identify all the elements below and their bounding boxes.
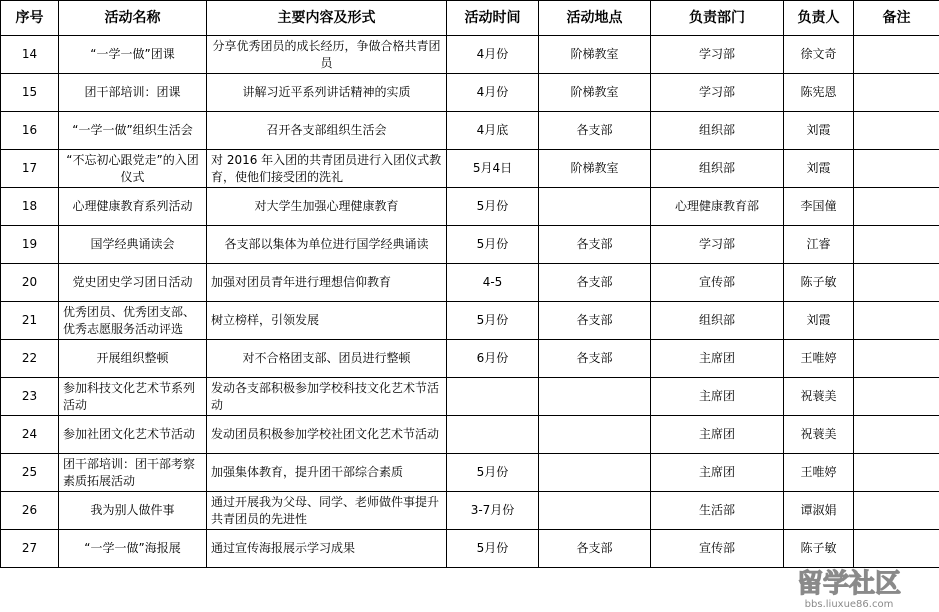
cell-name: 团干部培训：团课 (59, 74, 207, 112)
cell-dept: 学习部 (651, 74, 784, 112)
cell-content: 分享优秀团员的成长经历，争做合格共青团员 (207, 36, 447, 74)
cell-place: 阶梯教室 (539, 74, 651, 112)
cell-person: 江睿 (784, 226, 854, 264)
cell-name: “一学一做”海报展 (59, 530, 207, 568)
cell-place (539, 492, 651, 530)
cell-no: 22 (1, 340, 59, 378)
cell-person: 陈宪恩 (784, 74, 854, 112)
cell-content: 对 2016 年入团的共青团员进行入团仪式教育，使他们接受团的洗礼 (207, 150, 447, 188)
cell-place: 各支部 (539, 530, 651, 568)
cell-person: 刘霞 (784, 150, 854, 188)
table-row (1, 302, 939, 340)
cell-note (854, 226, 939, 264)
cell-name: 优秀团员、优秀团支部、优秀志愿服务活动评选 (59, 302, 207, 340)
cell-name: “不忘初心跟党走”的入团仪式 (59, 150, 207, 188)
table-row (1, 492, 939, 530)
cell-note (854, 492, 939, 530)
table-row (1, 416, 939, 454)
cell-dept: 主席团 (651, 340, 784, 378)
cell-note (854, 416, 939, 454)
cell-place (539, 454, 651, 492)
table-row (1, 150, 939, 188)
cell-note (854, 378, 939, 416)
cell-dept: 宣传部 (651, 264, 784, 302)
header-cell-dept: 负责部门 (651, 1, 784, 36)
cell-dept: 组织部 (651, 150, 784, 188)
table-row (1, 340, 939, 378)
cell-note (854, 530, 939, 568)
table-row (1, 378, 939, 416)
cell-time: 6月份 (447, 340, 539, 378)
cell-person: 陈子敏 (784, 264, 854, 302)
cell-content: 通过开展我为父母、同学、老师做件事提升共青团员的先进性 (207, 492, 447, 530)
cell-person: 刘霞 (784, 302, 854, 340)
cell-no: 20 (1, 264, 59, 302)
cell-place: 各支部 (539, 112, 651, 150)
cell-place (539, 188, 651, 226)
table-row (1, 188, 939, 226)
cell-person: 王唯婷 (784, 340, 854, 378)
cell-content: 加强对团员青年进行理想信仰教育 (207, 264, 447, 302)
cell-name: 参加社团文化艺术节活动 (59, 416, 207, 454)
header-cell-person: 负责人 (784, 1, 854, 36)
cell-note (854, 74, 939, 112)
cell-content: 对大学生加强心理健康教育 (207, 188, 447, 226)
cell-no: 23 (1, 378, 59, 416)
cell-person: 王唯婷 (784, 454, 854, 492)
cell-time (447, 416, 539, 454)
cell-note (854, 150, 939, 188)
cell-note (854, 188, 939, 226)
table-row (1, 226, 939, 264)
cell-time: 4-5 (447, 264, 539, 302)
cell-place: 各支部 (539, 340, 651, 378)
cell-time: 5月份 (447, 302, 539, 340)
watermark-logo-text: 留学社区 (796, 569, 902, 599)
cell-time: 5月4日 (447, 150, 539, 188)
cell-time: 4月底 (447, 112, 539, 150)
cell-place: 阶梯教室 (539, 150, 651, 188)
table-row (1, 264, 939, 302)
cell-dept: 组织部 (651, 302, 784, 340)
cell-note (854, 302, 939, 340)
cell-note (854, 454, 939, 492)
header-cell-note: 备注 (854, 1, 939, 36)
cell-place: 各支部 (539, 302, 651, 340)
cell-dept: 心理健康教育部 (651, 188, 784, 226)
cell-name: 党史团史学习团日活动 (59, 264, 207, 302)
cell-no: 21 (1, 302, 59, 340)
cell-time: 5月份 (447, 226, 539, 264)
cell-place (539, 378, 651, 416)
cell-dept: 主席团 (651, 378, 784, 416)
cell-no: 19 (1, 226, 59, 264)
cell-content: 讲解习近平系列讲话精神的实质 (207, 74, 447, 112)
cell-no: 14 (1, 36, 59, 74)
cell-content: 对不合格团支部、团员进行整顿 (207, 340, 447, 378)
cell-dept: 宣传部 (651, 530, 784, 568)
cell-dept: 生活部 (651, 492, 784, 530)
cell-name: 心理健康教育系列活动 (59, 188, 207, 226)
cell-dept: 组织部 (651, 112, 784, 150)
cell-place: 各支部 (539, 226, 651, 264)
cell-content: 发动团员积极参加学校社团文化艺术节活动 (207, 416, 447, 454)
cell-place: 阶梯教室 (539, 36, 651, 74)
cell-name: 国学经典诵读会 (59, 226, 207, 264)
header-cell-no: 序号 (1, 1, 59, 36)
watermark-url: bbs.liuxue86.com (804, 599, 894, 610)
cell-person: 祝蓑美 (784, 378, 854, 416)
cell-no: 16 (1, 112, 59, 150)
cell-time: 4月份 (447, 36, 539, 74)
table-row (1, 530, 939, 568)
table-row (1, 36, 939, 74)
cell-no: 27 (1, 530, 59, 568)
cell-note (854, 112, 939, 150)
cell-person: 徐文奇 (784, 36, 854, 74)
cell-name: “一学一做”组织生活会 (59, 112, 207, 150)
cell-no: 25 (1, 454, 59, 492)
cell-person: 谭淑娟 (784, 492, 854, 530)
table-body (1, 36, 939, 568)
cell-person: 祝蓑美 (784, 416, 854, 454)
table-row (1, 454, 939, 492)
header-cell-place: 活动地点 (539, 1, 651, 36)
cell-person: 刘霞 (784, 112, 854, 150)
cell-no: 17 (1, 150, 59, 188)
cell-note (854, 340, 939, 378)
cell-person: 李国僮 (784, 188, 854, 226)
cell-name: 开展组织整顿 (59, 340, 207, 378)
cell-person: 陈子敏 (784, 530, 854, 568)
cell-dept: 主席团 (651, 416, 784, 454)
cell-content: 树立榜样，引领发展 (207, 302, 447, 340)
cell-dept: 主席团 (651, 454, 784, 492)
cell-name: 我为别人做件事 (59, 492, 207, 530)
cell-name: 参加科技文化艺术节系列活动 (59, 378, 207, 416)
cell-no: 15 (1, 74, 59, 112)
cell-dept: 学习部 (651, 226, 784, 264)
cell-time: 4月份 (447, 74, 539, 112)
cell-time: 3-7月份 (447, 492, 539, 530)
cell-note (854, 264, 939, 302)
cell-name: “一学一做”团课 (59, 36, 207, 74)
cell-content: 召开各支部组织生活会 (207, 112, 447, 150)
cell-content: 各支部以集体为单位进行国学经典诵读 (207, 226, 447, 264)
watermark-logo (765, 564, 933, 610)
table-header-row (1, 1, 939, 36)
cell-content: 加强集体教育，提升团干部综合素质 (207, 454, 447, 492)
table-row (1, 112, 939, 150)
cell-content: 通过宣传海报展示学习成果 (207, 530, 447, 568)
cell-note (854, 36, 939, 74)
cell-time: 5月份 (447, 188, 539, 226)
cell-dept: 学习部 (651, 36, 784, 74)
cell-place: 各支部 (539, 264, 651, 302)
cell-no: 26 (1, 492, 59, 530)
cell-time: 5月份 (447, 454, 539, 492)
header-cell-name: 活动名称 (59, 1, 207, 36)
cell-content: 发动各支部积极参加学校科技文化艺术节活动 (207, 378, 447, 416)
cell-name: 团干部培训：团干部考察素质拓展活动 (59, 454, 207, 492)
cell-time (447, 378, 539, 416)
cell-no: 18 (1, 188, 59, 226)
header-cell-time: 活动时间 (447, 1, 539, 36)
table-row (1, 74, 939, 112)
header-cell-content: 主要内容及形式 (207, 1, 447, 36)
cell-no: 24 (1, 416, 59, 454)
cell-time: 5月份 (447, 530, 539, 568)
cell-place (539, 416, 651, 454)
